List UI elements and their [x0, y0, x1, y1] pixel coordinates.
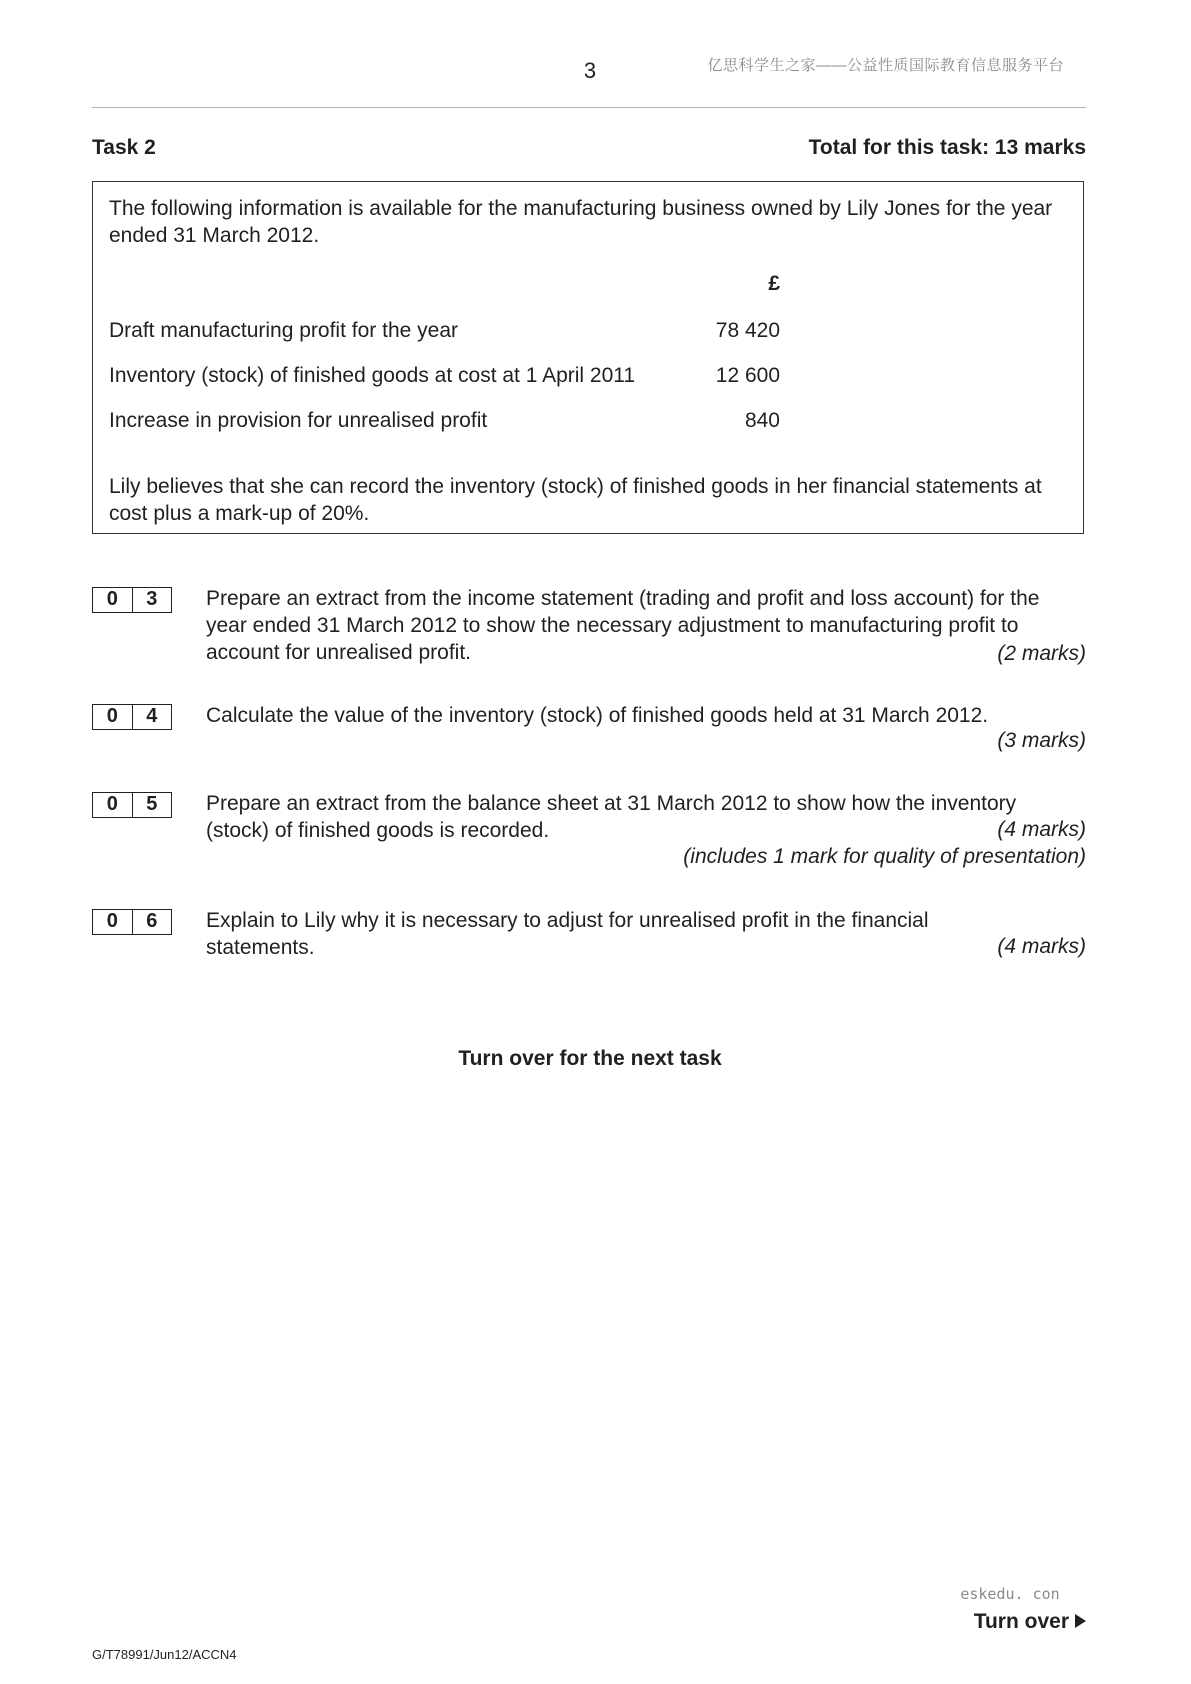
- info-row-value: 12 600: [715, 364, 780, 387]
- question-marks: (4 marks): [997, 935, 1086, 958]
- currency-header: £: [768, 272, 780, 295]
- info-row-label: Inventory (stock) of finished goods at cost at 1 April 2011: [109, 364, 636, 387]
- info-row-label: Increase in provision for unrealised profit: [109, 409, 488, 432]
- question-number-box: [92, 704, 172, 730]
- info-intro: The following information is available for the manufacturing business owned by Lily Jones for the year ended 31 March 2012.: [109, 197, 1053, 247]
- question-digit: 0: [106, 793, 118, 815]
- question-text: Explain to Lily why it is necessary to adjust for unrealised profit in the financial statements.: [206, 909, 929, 959]
- question-text: Prepare an extract from the balance sheet at 31 March 2012 to show how the inventory (stock) of finished goods is recorded.: [206, 792, 1017, 842]
- turn-over-next-task: Turn over for the next task: [458, 1047, 722, 1070]
- question-text: Calculate the value of the inventory (stock) of finished goods held at 31 March 2012.: [206, 704, 989, 727]
- info-closing: Lily believes that she can record the inventory (stock) of finished goods in her financial statements at cost plus a mark-up of 20%.: [109, 475, 1042, 525]
- question-marks: (4 marks): [997, 818, 1086, 841]
- question-digit: 0: [106, 910, 118, 932]
- question-digit: 6: [132, 910, 172, 934]
- watermark-text: 亿思科学生之家——公益性质国际教育信息服务平台: [707, 57, 1064, 74]
- header-rule: [92, 107, 1086, 108]
- task-title: Task 2: [92, 136, 156, 159]
- question-text: Prepare an extract from the income statement (trading and profit and loss account) for the year ended 31 March 2012 to show the necessary adjustment to manufacturing profit to account for unrealised profit.: [206, 587, 1040, 664]
- question-marks: (3 marks): [997, 729, 1086, 752]
- play-arrow-icon: [1075, 1614, 1086, 1628]
- info-row-label: Draft manufacturing profit for the year: [109, 319, 458, 342]
- turn-over-text: Turn over: [973, 1610, 1069, 1633]
- question-digit: 5: [132, 793, 172, 817]
- paper-code: G/T78991/Jun12/ACCN4: [92, 1647, 237, 1662]
- question-number-box: [92, 792, 172, 818]
- question-digit: 4: [132, 705, 172, 729]
- question-marks: (2 marks): [997, 642, 1086, 665]
- question-marks-note: (includes 1 mark for quality of presentation): [683, 845, 1086, 868]
- question-number-box: [92, 587, 172, 613]
- info-row-value: 78 420: [715, 319, 780, 342]
- question-digit: 0: [106, 588, 118, 610]
- turn-over-label: [900, 1610, 1086, 1634]
- question-digit: 0: [106, 705, 118, 727]
- info-row-value: 840: [744, 409, 780, 432]
- site-watermark: eskedu. con: [960, 1585, 1060, 1603]
- page-number: 3: [583, 58, 597, 83]
- question-digit: 3: [132, 588, 172, 612]
- question-number-box: [92, 909, 172, 935]
- task-total-marks: Total for this task: 13 marks: [808, 136, 1086, 159]
